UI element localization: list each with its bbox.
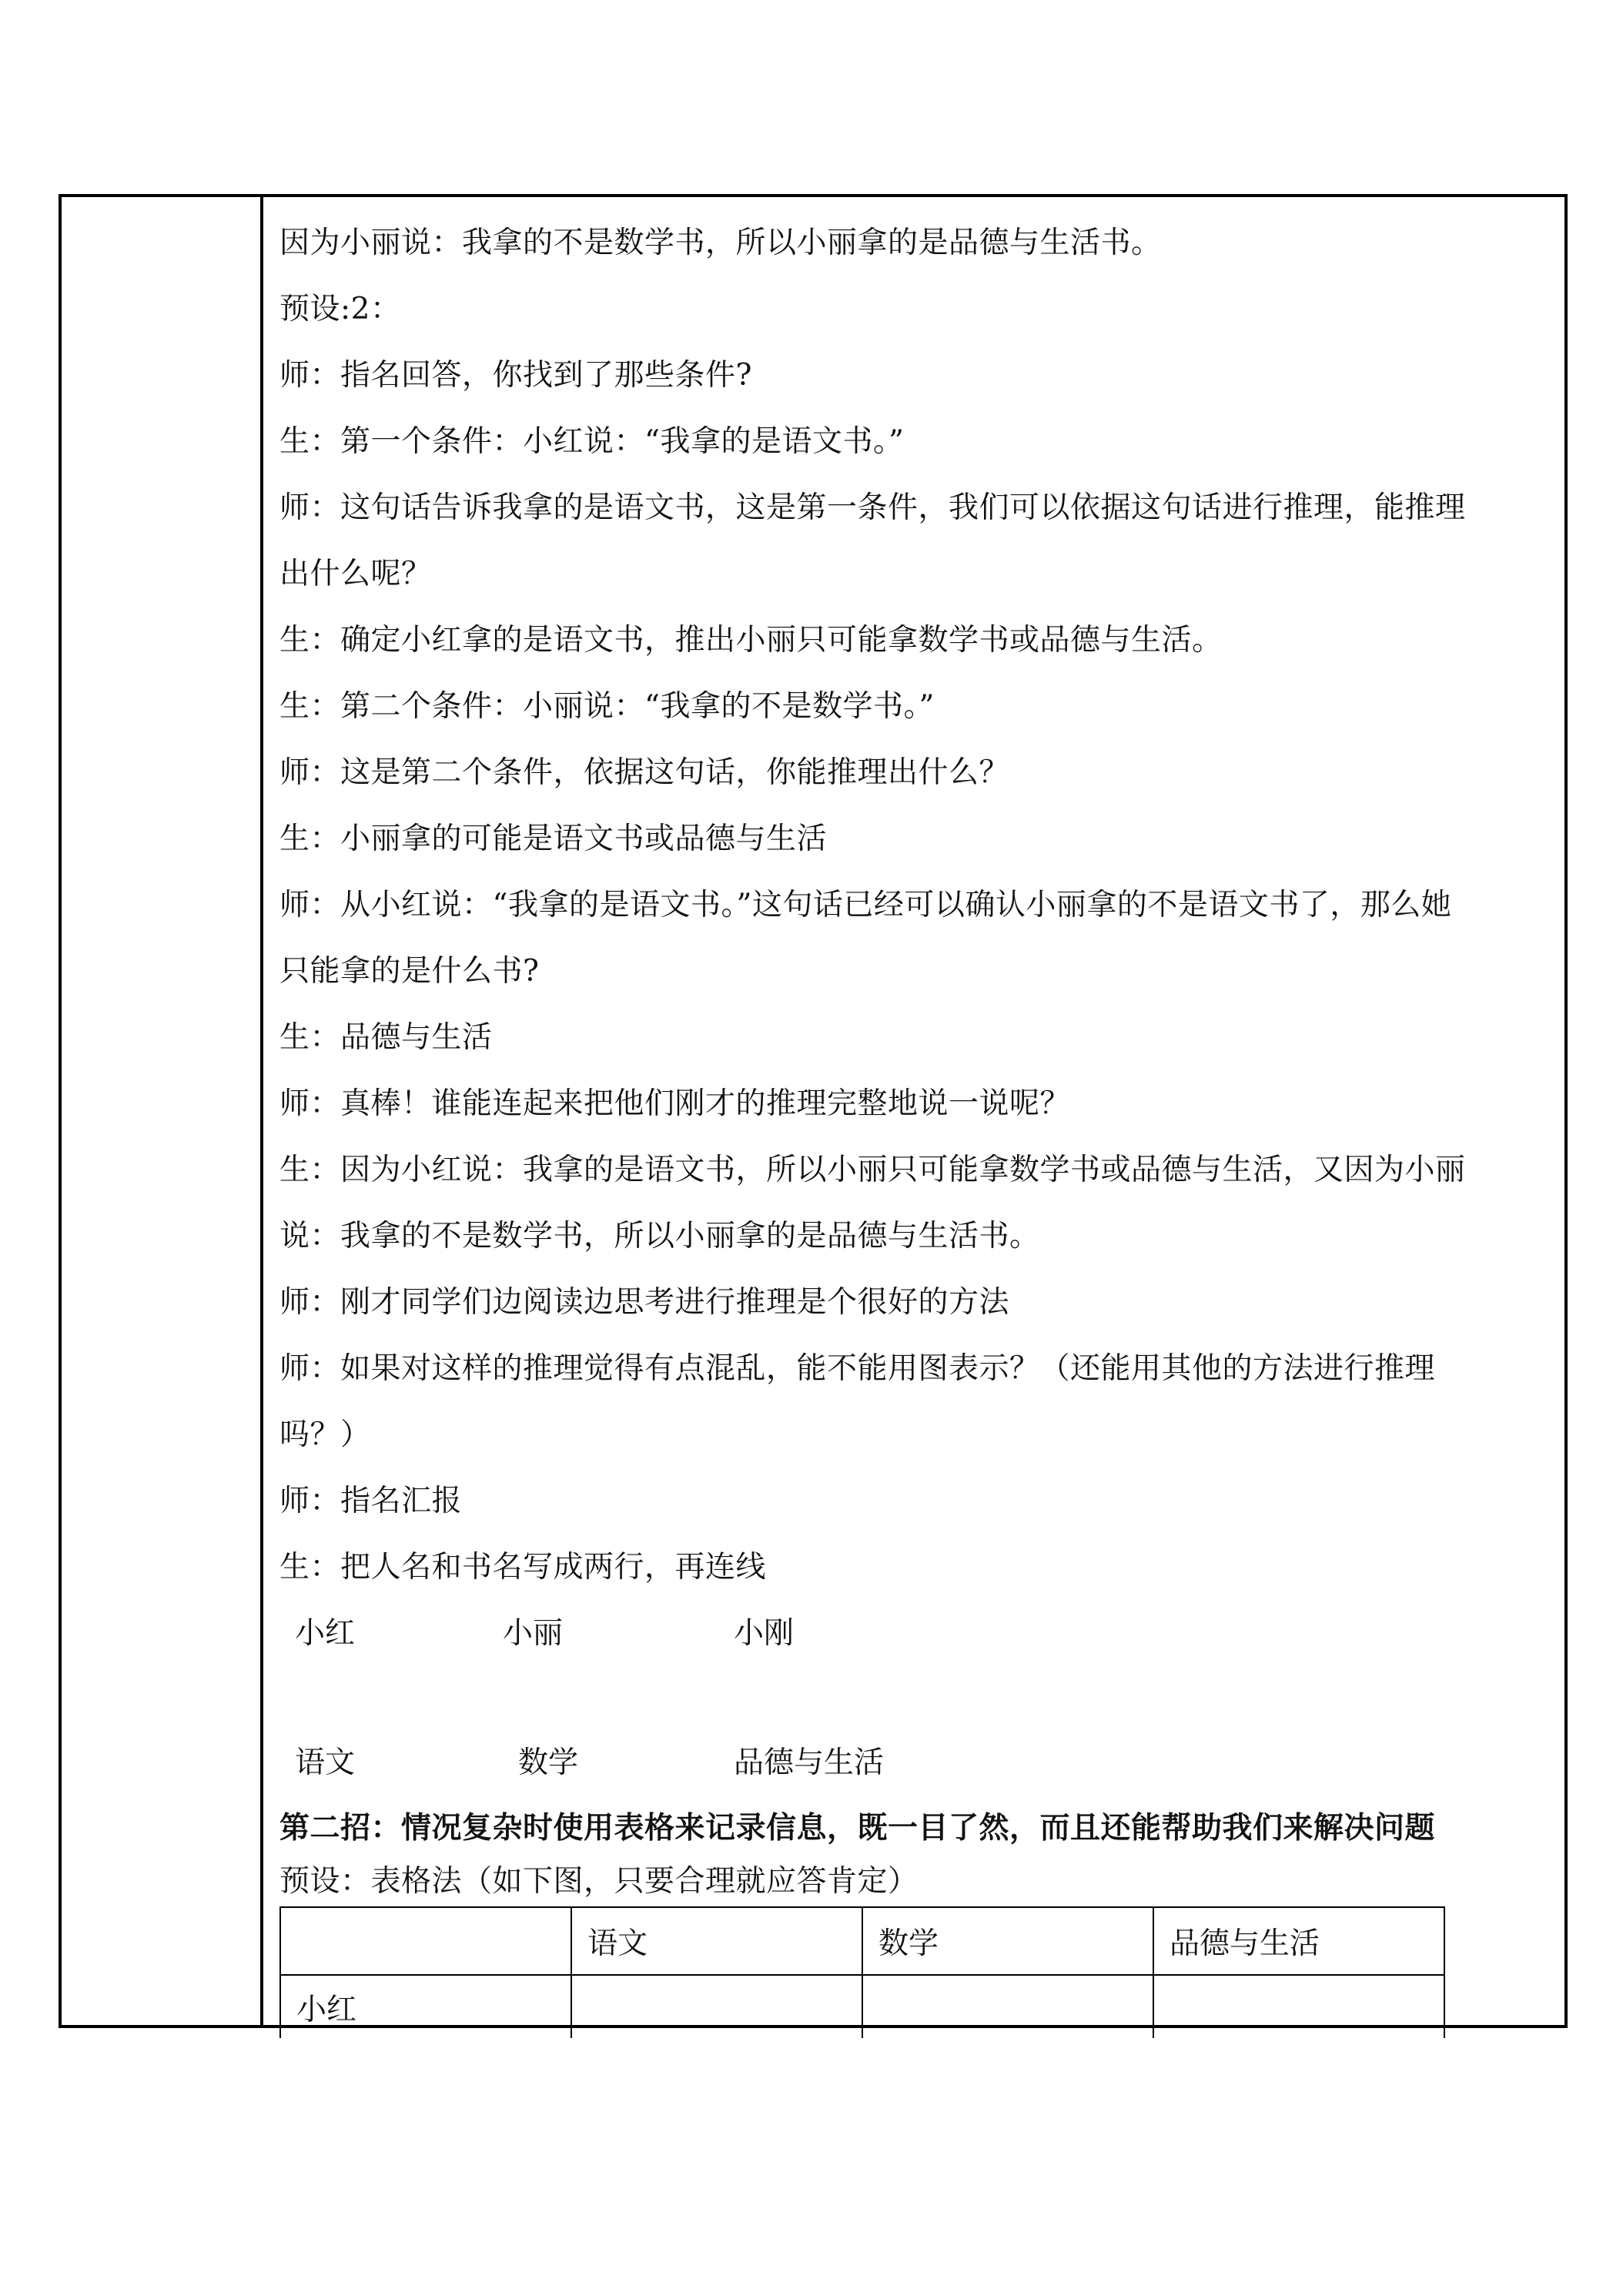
diagram-name: 小刚: [734, 1616, 795, 1651]
text-line: 预设:2：: [279, 292, 401, 326]
text-line: 师：指名汇报: [279, 1484, 463, 1518]
text-line: 师：从小红说：“我拿的是语文书。”这句话已经可以确认小丽拿的不是语文书了，那么她: [279, 888, 1452, 922]
text-line: 生：小丽拿的可能是语文书或品德与生活: [279, 822, 828, 856]
text-line: 生：第二个条件：小丽说：“我拿的不是数学书。”: [279, 689, 935, 724]
diagram-name: 小丽: [503, 1616, 564, 1651]
column-divider: [260, 197, 263, 2025]
table-row-label: 小红: [280, 1975, 571, 2038]
text-line: 师：指名回答，你找到了那些条件?: [279, 358, 752, 393]
table-header-row: [280, 1907, 1444, 1975]
table-row: [280, 1975, 1444, 2038]
table-cell: [862, 1975, 1153, 2038]
text-line: 只能拿的是什么书?: [279, 954, 540, 989]
text-line: 师：这句话告诉我拿的是语文书，这是第一条件，我们可以依据这句话进行推理，能推理: [279, 490, 1466, 525]
text-line: 因为小丽说：我拿的不是数学书，所以小丽拿的是品德与生活书。: [279, 226, 1162, 260]
text-line: 生：确定小红拿的是语文书，推出小丽只可能拿数学书或品德与生活。: [279, 623, 1223, 658]
diagram-book: 语文: [295, 1745, 356, 1780]
table-header-cell: 语文: [571, 1907, 862, 1975]
reasoning-table: [279, 1906, 1445, 2038]
diagram-book: 数学: [518, 1745, 579, 1780]
text-line: 师：如果对这样的推理觉得有点混乱，能不能用图表示？（还能用其他的方法进行推理: [279, 1351, 1436, 1386]
table-header-cell: [280, 1907, 571, 1975]
table-header-cell: 数学: [862, 1907, 1153, 1975]
text-line: 说：我拿的不是数学书，所以小丽拿的是品德与生活书。: [279, 1219, 1040, 1253]
text-line: 生：品德与生活: [279, 1020, 493, 1055]
text-line: 生：第一个条件：小红说：“我拿的是语文书。”: [279, 424, 905, 459]
diagram-names-row: [279, 1615, 1511, 1652]
table-header-cell: 品德与生活: [1153, 1907, 1444, 1975]
diagram-name: 小红: [295, 1616, 356, 1651]
text-line: 生：因为小红说：我拿的是语文书，所以小丽只可能拿数学书或品德与生活，又因为小丽: [279, 1153, 1466, 1187]
text-line: 师：真棒！谁能连起来把他们刚才的推理完整地说一说呢？: [279, 1086, 1071, 1121]
table-cell: [1153, 1975, 1444, 2038]
text-line: 生：把人名和书名写成两行，再连线: [279, 1550, 767, 1585]
method-heading: 第二招：情况复杂时使用表格来记录信息，既一目了然，而且还能帮助我们来解决问题: [279, 1810, 1436, 1846]
text-line: 师：刚才同学们边阅读边思考进行推理是个很好的方法: [279, 1285, 1010, 1320]
text-line: 师：这是第二个条件，依据这句话，你能推理出什么？: [279, 755, 1010, 790]
lesson-plan-table: [59, 194, 1568, 2028]
table-cell: [571, 1975, 862, 2038]
text-line: 吗？）: [279, 1417, 371, 1452]
table-intro: 预设：表格法（如下图，只要合理就应答肯定）: [279, 1864, 919, 1899]
diagram-books-row: [279, 1745, 1511, 1782]
diagram-book: 品德与生活: [734, 1745, 885, 1780]
text-line: 出什么呢？: [279, 557, 432, 591]
